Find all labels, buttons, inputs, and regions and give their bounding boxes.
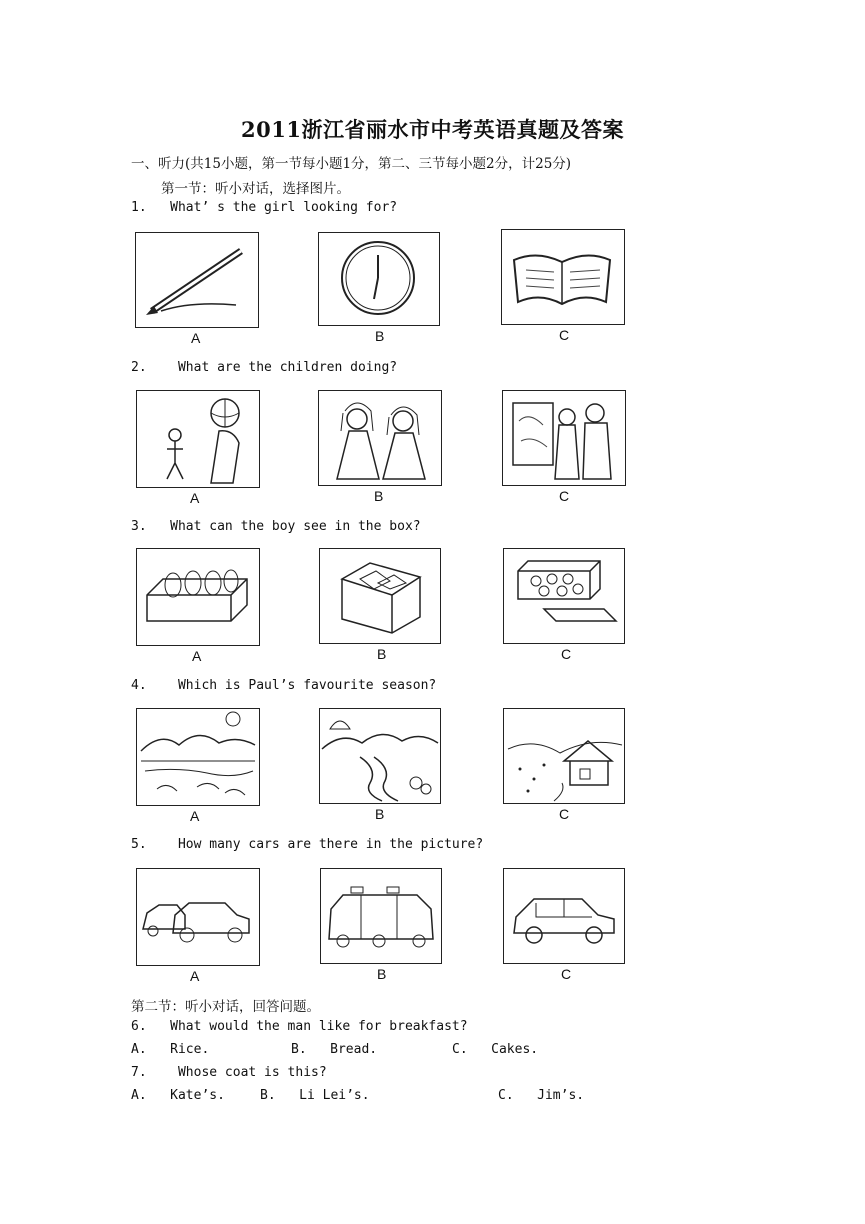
question-text: How many cars are there in the picture? — [177, 837, 484, 852]
question-number: 1. — [131, 200, 147, 215]
drawing-children-icon — [503, 391, 624, 484]
q7-option-c[interactable]: C. Jim’s. — [498, 1088, 585, 1103]
one-car-icon — [504, 869, 623, 962]
question-3 — [131, 519, 421, 534]
option-label: C — [559, 806, 570, 822]
clock-icon — [319, 233, 438, 324]
singing-girls-icon — [319, 391, 440, 484]
question-number: 2. — [131, 360, 147, 375]
question-number: 7. — [131, 1065, 147, 1080]
page-title: 2011浙江省丽水市中考英语真题及答案 — [241, 117, 624, 142]
option-label: A — [191, 330, 201, 346]
three-taxis-icon — [321, 869, 440, 962]
option-label: A — [190, 490, 200, 506]
question-number: 4. — [131, 678, 147, 693]
question-text: What can the boy see in the box? — [170, 519, 421, 534]
cookies-box-icon — [504, 549, 623, 642]
question-text: Which is Paul’s favourite season? — [177, 678, 437, 693]
question-number: 5. — [131, 837, 147, 852]
option-label: B — [374, 488, 384, 504]
q7-option-a[interactable]: A. Kate’s. — [131, 1088, 225, 1103]
question-5 — [131, 837, 483, 852]
question-7 — [131, 1065, 327, 1080]
spring-river-icon — [320, 709, 439, 802]
q6-option-a[interactable]: A. Rice. — [131, 1042, 210, 1057]
option-label: C — [561, 646, 572, 662]
book-icon — [502, 230, 623, 323]
cakes-box-icon — [320, 549, 439, 642]
option-label: B — [375, 806, 385, 822]
option-label: A — [192, 648, 202, 664]
option-label: A — [190, 808, 200, 824]
question-number: 3. — [131, 519, 147, 534]
q6-option-c[interactable]: C. Cakes. — [452, 1042, 539, 1057]
option-label: B — [377, 646, 387, 662]
question-text: What’ s the girl looking for? — [170, 200, 398, 215]
question-4 — [131, 678, 436, 693]
option-label: B — [377, 966, 387, 982]
question-1 — [131, 200, 397, 215]
question-text: What are the children doing? — [177, 360, 398, 375]
summer-lake-icon — [137, 709, 258, 804]
two-cars-icon — [137, 869, 258, 964]
option-label: C — [561, 966, 572, 982]
q6-option-b[interactable]: B. Bread. — [291, 1042, 378, 1057]
section-heading: 一、听力(共15小题，第一节每小题1分，第二、三节每小题2分，计25分) — [131, 156, 572, 172]
pears-box-icon — [137, 549, 258, 644]
question-text: What would the man like for breakfast? — [170, 1019, 468, 1034]
option-label: C — [559, 488, 570, 504]
option-label: A — [190, 968, 200, 984]
pencil-icon — [136, 233, 257, 326]
question-number: 6. — [131, 1019, 147, 1034]
question-6 — [131, 1019, 468, 1034]
option-label: B — [375, 328, 385, 344]
question-2 — [131, 360, 397, 375]
playing-ball-icon — [137, 391, 258, 486]
option-label: C — [559, 327, 570, 343]
part2-heading: 第二节：听小对话，回答问题。 — [131, 999, 320, 1015]
part1-heading: 第一节：听小对话，选择图片。 — [161, 181, 350, 197]
q7-option-b[interactable]: B. Li Lei’s. — [260, 1088, 370, 1103]
winter-house-icon — [504, 709, 623, 802]
question-text: Whose coat is this? — [177, 1065, 327, 1080]
